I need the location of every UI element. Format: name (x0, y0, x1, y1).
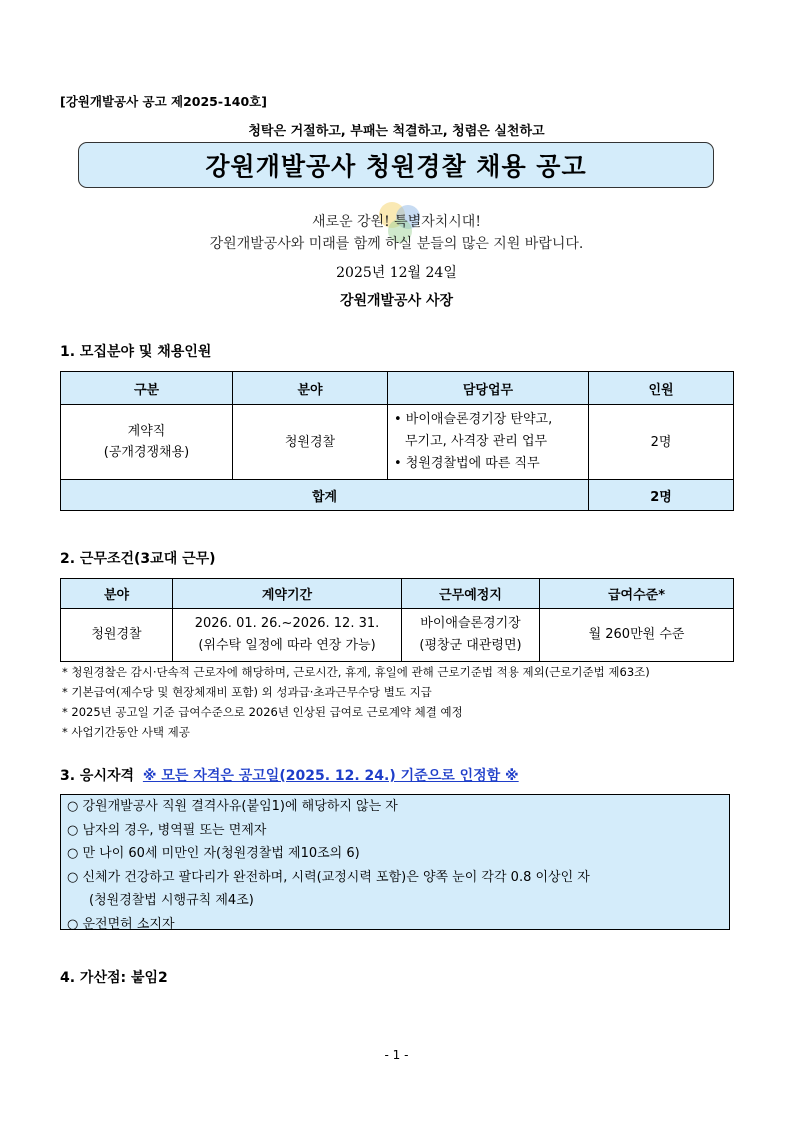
period-line-1: 2026. 01. 26.~2026. 12. 31. (194, 616, 380, 631)
cell-category (61, 405, 233, 480)
category-line-2: (공개경쟁채용) (103, 445, 190, 460)
category-line-1: 계약직 (127, 424, 166, 439)
note-item: * 2025년 공고일 기준 급여수준으로 2026년 인상된 급여로 근로계약 체결 예정 (62, 705, 463, 719)
note-item: * 사업기간동안 사택 제공 (62, 725, 190, 739)
eligibility-item: ○ 신체가 건강하고 팔다리가 완전하며, 시력(교정시력 포함)은 양쪽 눈이 각각 0.8 이상인 자 (67, 869, 590, 885)
page-title: 강원개발공사 청원경찰 채용 공고 (205, 152, 587, 181)
eligibility-item: ○ 운전면허 소지자 (67, 916, 175, 932)
signer: 강원개발공사 사장 (339, 293, 454, 309)
header-category: 구분 (61, 372, 233, 405)
location-line-1: 바이애슬론경기장 (420, 616, 521, 631)
conditions-table (60, 578, 734, 662)
total-count: 2명 (589, 480, 734, 511)
cell-period (173, 609, 402, 662)
cell-count: 2명 (589, 405, 734, 480)
header-salary: 급여수준* (540, 579, 734, 609)
conditions-notes (62, 662, 650, 742)
header-duties: 담당업무 (388, 372, 589, 405)
cell-location (402, 609, 540, 662)
note-item: * 청원경찰은 감시·단속적 근로자에 해당하며, 근로시간, 휴게, 휴일에 관해 근로기준법 적용 제외(근로기준법 제63조) (62, 665, 650, 679)
notice-number: [강원개발공사 공고 제2025-140호] (60, 94, 267, 109)
eligibility-item: ○ 남자의 경우, 병역필 또는 면제자 (67, 822, 267, 838)
section-1-title: 1. 모집분야 및 채용인원 (60, 344, 212, 360)
section-3-title (60, 765, 519, 785)
table-header-row (61, 372, 734, 405)
period-line-2: (위수탁 일정에 따라 연장 가능) (198, 638, 376, 653)
total-row (61, 480, 734, 511)
header-period: 계약기간 (173, 579, 402, 609)
header-field: 분야 (61, 579, 173, 609)
section-2-title: 2. 근무조건(3교대 근무) (60, 551, 216, 567)
cell-duties (388, 405, 589, 480)
total-label: 합계 (61, 480, 589, 511)
integrity-slogan: 청탁은 거절하고, 부패는 척결하고, 청렴은 실천하고 (248, 124, 545, 139)
intro-line-2: 강원개발공사와 미래를 함께 하실 분들의 많은 지원 바랍니다. (209, 236, 584, 252)
note-item: * 기본급여(제수당 및 현장체재비 포함) 외 성과급·초과근무수당 별도 지급 (62, 685, 432, 699)
header-location: 근무예정지 (402, 579, 540, 609)
section-3-label: 3. 응시자격 (60, 768, 135, 784)
cell-field: 청원경찰 (233, 405, 388, 480)
page-number: - 1 - (384, 1048, 409, 1062)
title-banner (78, 142, 714, 188)
eligibility-item: ○ 만 나이 60세 미만인 자(청원경찰법 제10조의 6) (67, 846, 360, 861)
eligibility-item-continuation: (청원경찰법 시행규칙 제4조) (89, 893, 254, 908)
eligibility-item: ○ 강원개발공사 직원 결격사유(붙임1)에 해당하지 않는 자 (67, 799, 398, 814)
table-header-row (61, 579, 734, 609)
section-4-title: 4. 가산점: 붙임2 (60, 970, 168, 986)
header-field: 분야 (233, 372, 388, 405)
table-row (61, 609, 734, 662)
header-count: 인원 (589, 372, 734, 405)
cell-field: 청원경찰 (61, 609, 173, 662)
duty-1-line-2: 무기고, 사격장 관리 업무 (405, 434, 548, 449)
eligibility-basis-note: ※ 모든 자격은 공고일(2025. 12. 24.) 기준으로 인정함 ※ (142, 768, 519, 784)
location-line-2: (평창군 대관령면) (419, 638, 522, 653)
recruitment-table (60, 371, 734, 511)
intro-line-1: 새로운 강원! 특별자치시대! (312, 214, 481, 230)
announcement-date: 2025년 12월 24일 (336, 265, 457, 281)
eligibility-box (60, 794, 730, 930)
duty-2: • 청원경찰법에 따른 직무 (394, 456, 540, 471)
table-row (61, 405, 734, 480)
cell-salary: 월 260만원 수준 (540, 609, 734, 662)
duty-1-line-1: • 바이애슬론경기장 탄약고, (394, 412, 553, 427)
